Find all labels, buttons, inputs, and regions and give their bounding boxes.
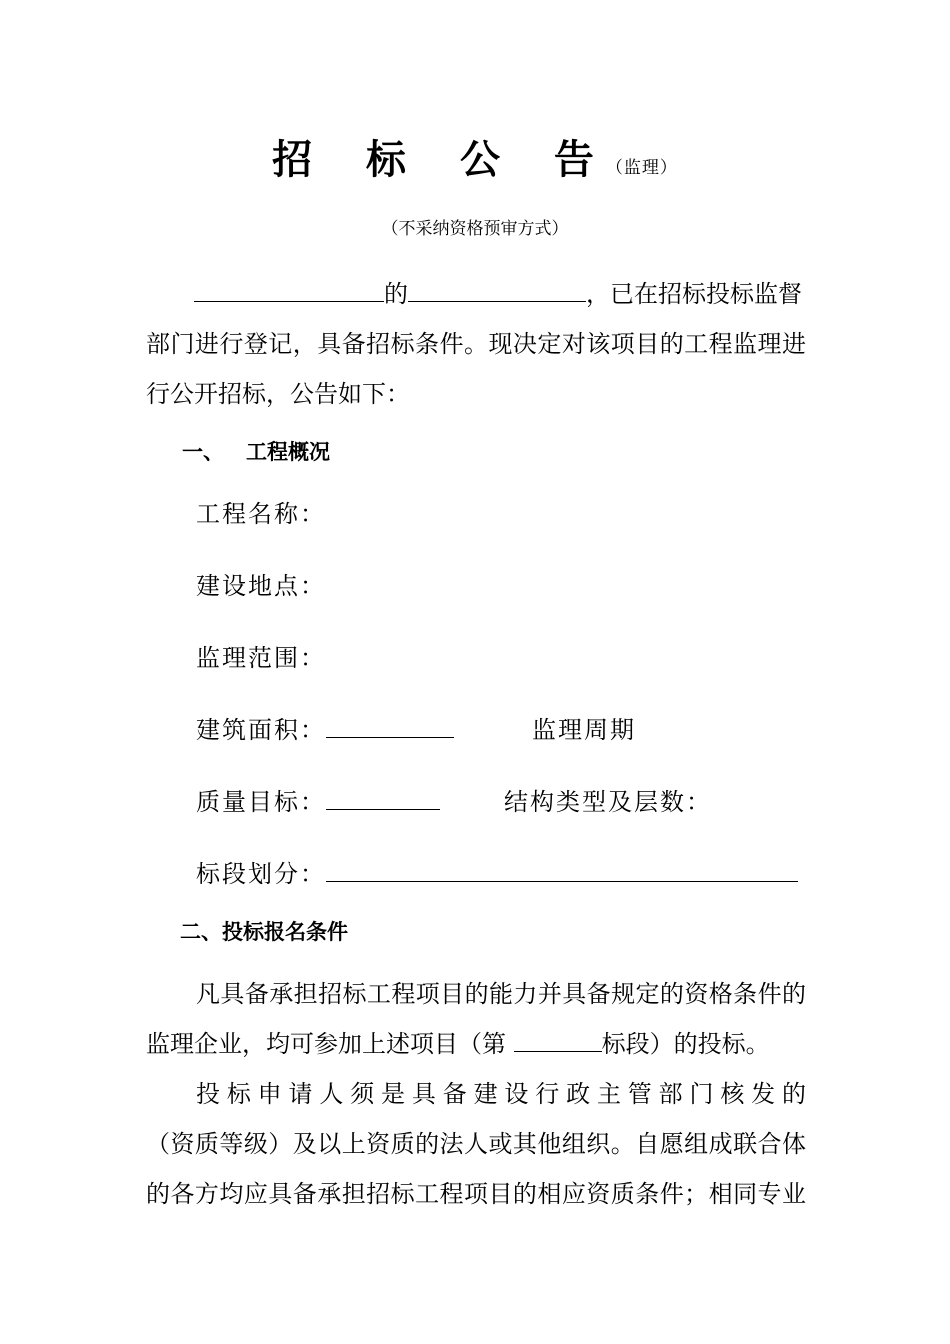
title-row (0, 128, 950, 185)
section-2-p2-line-1: 投标申请人须是具备建设行政主管部门核发的 (196, 1080, 806, 1108)
intro-line-1-tail: ，已在招标投标监督 (586, 280, 802, 308)
field-location: 建设地点： (196, 572, 326, 600)
section-2-p2-line-3: 的各方均应具备承担招标工程项目的相应资质条件；相同专业 (146, 1180, 806, 1208)
blank-project-owner (194, 275, 384, 302)
field-structure: 结构类型及层数： (504, 788, 712, 816)
section-2-p1-line-1: 凡具备承担招标工程项目的能力并具备规定的资格条件的 (196, 980, 806, 1008)
title-note: （监理） (605, 158, 678, 178)
field-area-label: 建筑面积： (196, 716, 326, 744)
field-sections-label: 标段划分： (196, 860, 326, 888)
blank-quality (326, 783, 440, 810)
section-1-heading (182, 436, 330, 466)
section-1-number: 一、 (182, 440, 224, 464)
document-subtitle: （不采纳资格预审方式） (381, 219, 569, 239)
p1-line-2-b: 标段）的投标。 (601, 1030, 770, 1058)
field-period: 监理周期 (532, 716, 636, 744)
field-quality-label: 质量目标： (196, 788, 326, 816)
field-quality (196, 782, 440, 817)
intro-line-1 (146, 274, 806, 309)
blank-project-name (408, 275, 586, 302)
field-sections (196, 854, 798, 889)
field-scope: 监理范围： (196, 644, 326, 672)
blank-sections (326, 855, 798, 882)
intro-line-3: 行公开招标，公告如下： (146, 380, 410, 408)
field-area (196, 710, 454, 745)
p1-line-2-a: 监理企业，均可参加上述项目（第 (146, 1030, 514, 1058)
intro-line-2: 部门进行登记，具备招标条件。现决定对该项目的工程监理进 (146, 330, 806, 358)
section-2-p2-line-2: （资质等级）及以上资质的法人或其他组织。自愿组成联合体 (146, 1130, 806, 1158)
section-2-heading: 二、投标报名条件 (180, 920, 348, 944)
section-2-p1-line-2 (146, 1024, 806, 1059)
field-project-name: 工程名称： (196, 500, 326, 528)
document-title: 招 标 公 告 (272, 136, 614, 183)
blank-area (326, 711, 454, 738)
intro-middle-word: 的 (384, 280, 408, 308)
section-1-title: 工程概况 (246, 440, 330, 464)
blank-section-number (514, 1025, 602, 1052)
